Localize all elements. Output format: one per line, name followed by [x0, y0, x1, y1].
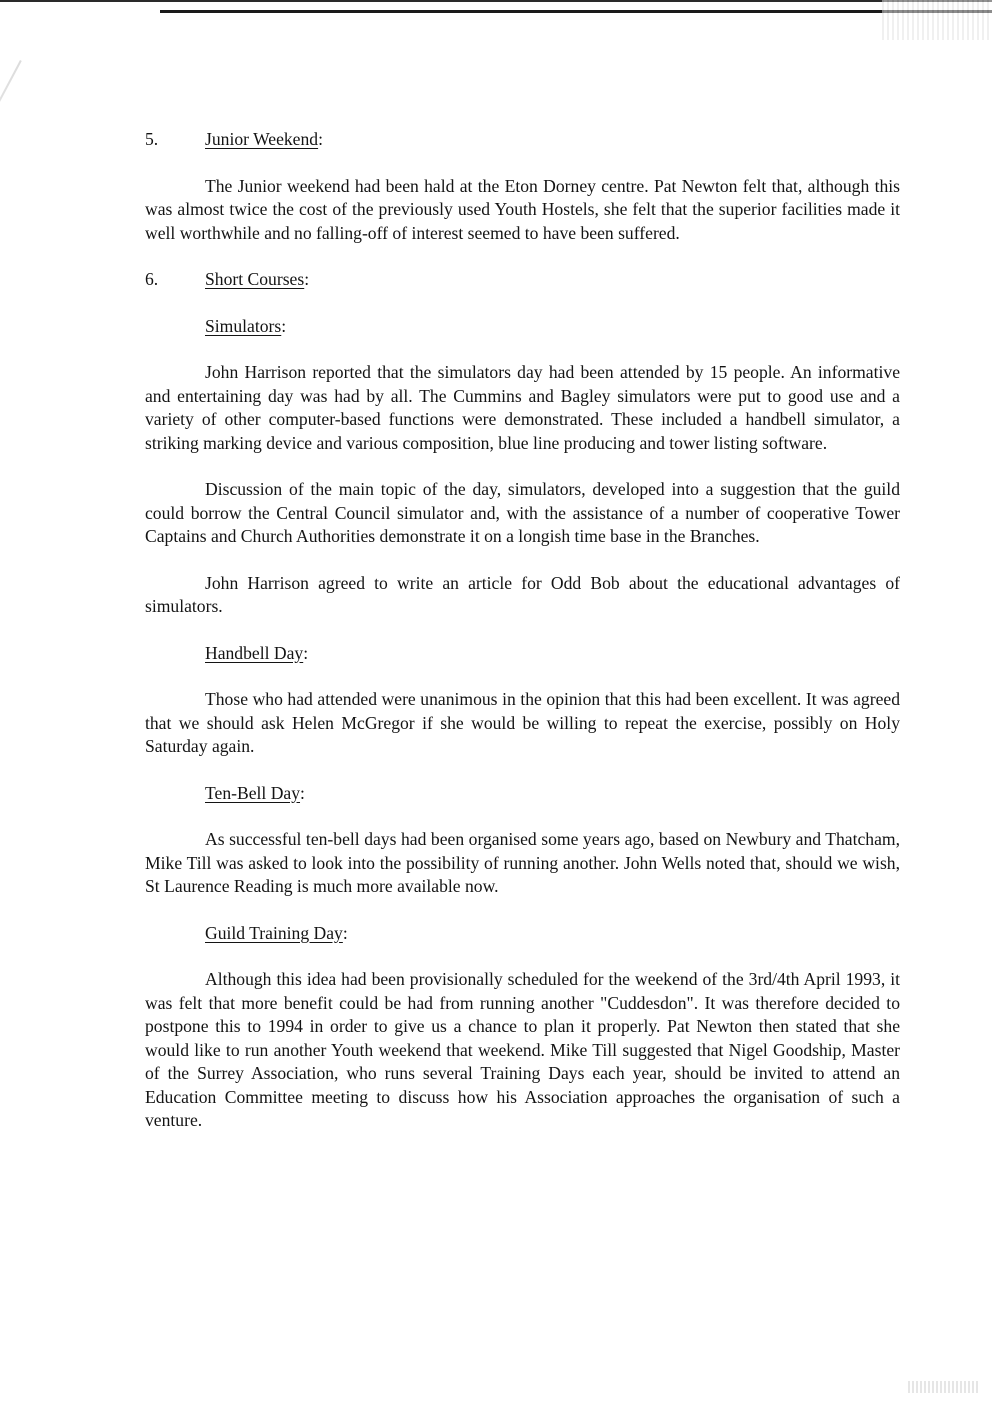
- subsection-heading-guild-training-day: Guild Training Day:: [205, 922, 348, 943]
- subsection-heading-simulators: Simulators:: [205, 315, 287, 336]
- section-number: 5.: [145, 129, 159, 149]
- section-title: Short Courses: [205, 269, 305, 289]
- section-number: 6.: [145, 269, 159, 289]
- paragraph: Discussion of the main topic of the day, simulators, developed into a suggestion that the guild could borrow the Central Council simulator and, with the assistance of a number of cooperative Tower Captains and Church Authorities demonstrate it on a longish time base in the Branches.: [145, 479, 900, 546]
- section-title: Junior Weekend: [205, 129, 319, 149]
- paragraph: As successful ten-bell days had been organised some years ago, based on Newbury and Thatcham, Mike Till was asked to look into the possibility of running another. John Wells noted that, should we wish, St Laurence Reading is much more available now.: [145, 829, 900, 896]
- subsection-title: Ten-Bell Day: [205, 782, 301, 803]
- paragraph: Those who had attended were unanimous in the opinion that this had been excellent. It was agreed that we should ask Helen McGregor if she would be willing to repeat the exercise, possibly on Holy Saturday again.: [145, 689, 900, 756]
- subsection-title: Simulators: [205, 315, 282, 336]
- fold-mark: [0, 60, 22, 220]
- scan-noise-corner: [882, 0, 992, 40]
- scan-edge-line: [160, 10, 992, 13]
- subsection-heading-ten-bell-day: Ten-Bell Day:: [205, 782, 305, 803]
- scan-edge-top: [0, 0, 992, 2]
- paragraph: John Harrison agreed to write an article for Odd Bob about the educational advantages of simulators.: [145, 572, 900, 616]
- subsection-title: Handbell Day: [205, 642, 304, 663]
- section-heading-junior-weekend: 5. Junior Weekend:: [145, 128, 900, 152]
- section-heading-short-courses: 6. Short Courses:: [145, 268, 900, 292]
- document-body: [145, 128, 900, 1133]
- subsection-title: Guild Training Day: [205, 922, 343, 943]
- scan-noise-bottom: [908, 1381, 978, 1393]
- paragraph: Although this idea had been provisionally scheduled for the weekend of the 3rd/4th April 1993, it was felt that more benefit could be had from running another "Cuddesdon". It was therefore decided to postpone this to 1994 in order to give us a chance to plan it properly. Pat Newton then stated that she would like to run another Youth weekend that weekend. Mike Till suggested that Nigel Goodship, Master of the Surrey Association, who runs several Training Days each year, should be invited to attend an Education Committee meeting to discuss how his Association approaches the organisation of such a venture.: [145, 969, 900, 1130]
- paragraph: The Junior weekend had been hald at the Eton Dorney centre. Pat Newton felt that, although this was almost twice the cost of the previously used Youth Hostels, she felt that the superior facilities made it well worthwhile and no falling-off of interest seemed to have been suffered.: [145, 175, 900, 243]
- paragraph: John Harrison reported that the simulators day had been attended by 15 people. An informative and entertaining day was had by all. The Cummins and Bagley simulators were put to good use and a variety of other computer-based functions were demonstrated. These included a handbell simulator, a striking marking device and various composition, blue line producing and tower listing software.: [145, 362, 900, 453]
- subsection-heading-handbell-day: Handbell Day:: [205, 642, 309, 663]
